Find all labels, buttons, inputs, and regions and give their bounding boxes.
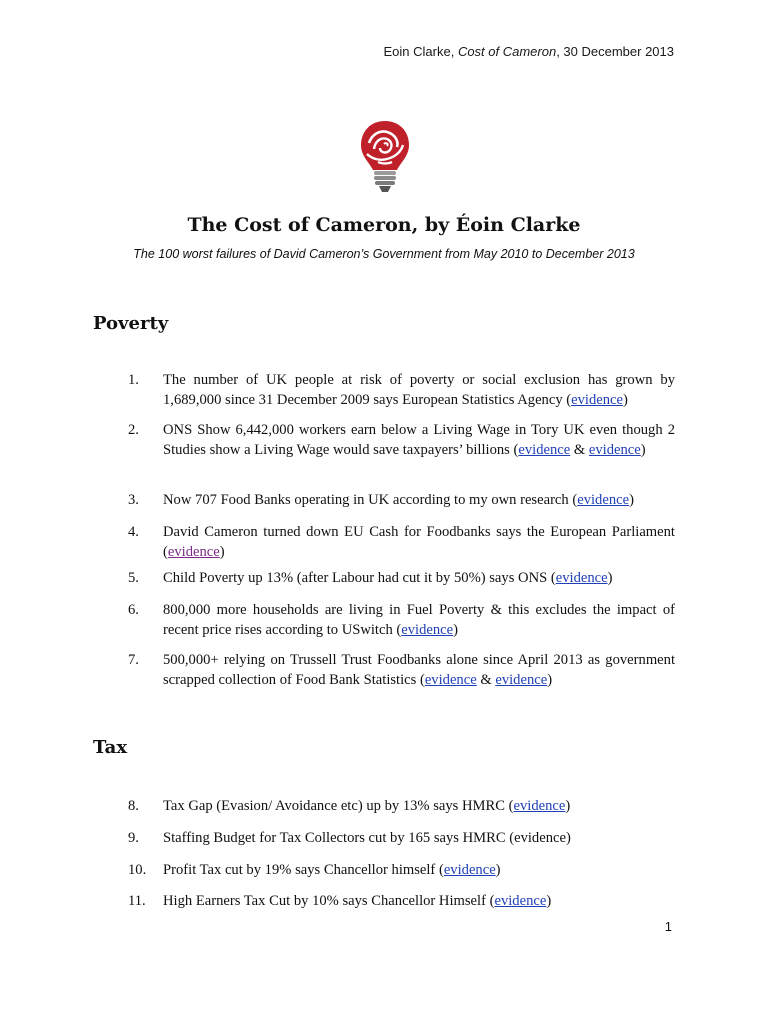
item-text: The number of UK people at risk of poverty or social exclusion has grown by 1,689,000 since 31 December 2009 says European Statistics Agency (evidence) <box>163 372 675 408</box>
item-text: Tax Gap (Evasion/ Avoidance etc) up by 13% says HMRC (evidence) <box>163 798 571 814</box>
running-header <box>384 44 675 59</box>
list-item <box>128 650 675 690</box>
list-item <box>128 828 675 848</box>
evidence-link[interactable]: evidence <box>494 893 547 909</box>
item-text: David Cameron turned down EU Cash for Foodbanks says the European Parliament (evidence) <box>163 524 675 560</box>
item-number: 9. <box>128 830 139 846</box>
section-heading-tax: Tax <box>93 737 128 758</box>
evidence-link[interactable]: evidence <box>555 570 608 586</box>
evidence-link[interactable]: evidence <box>167 544 220 560</box>
rose-lightbulb-logo-icon <box>356 118 414 196</box>
list-item <box>128 600 675 640</box>
item-number: 8. <box>128 798 139 814</box>
list-item <box>128 568 675 588</box>
evidence-link[interactable]: evidence <box>513 798 566 814</box>
item-number: 5. <box>128 570 139 586</box>
item-number: 11. <box>128 893 146 909</box>
evidence-link[interactable]: evidence <box>424 672 477 688</box>
document-subtitle: The 100 worst failures of David Cameron’s Government from May 2010 to December 2013 <box>133 247 635 261</box>
item-number: 10. <box>128 862 147 878</box>
item-text: High Earners Tax Cut by 10% says Chancellor Himself (evidence) <box>163 893 552 909</box>
item-text: Child Poverty up 13% (after Labour had cut it by 50%) says ONS (evidence) <box>163 570 613 586</box>
item-number: 2. <box>128 422 139 438</box>
item-number: 4. <box>128 524 139 540</box>
evidence-link[interactable]: evidence <box>571 392 623 408</box>
item-text: Now 707 Food Banks operating in UK according to my own research (evidence) <box>163 492 634 508</box>
document-title: The Cost of Cameron, by Éoin Clarke <box>187 214 581 236</box>
list-item <box>128 490 675 510</box>
item-number: 1. <box>128 372 139 388</box>
item-number: 3. <box>128 492 139 508</box>
item-text: 800,000 more households are living in Fuel Poverty & this excludes the impact of recent price rises according to USwitch (evidence) <box>163 602 675 638</box>
list-item <box>128 891 675 911</box>
evidence-link[interactable]: evidence <box>401 622 454 638</box>
evidence-link[interactable]: evidence <box>588 442 641 458</box>
evidence-link[interactable]: evidence <box>495 672 548 688</box>
list-item <box>128 370 675 410</box>
header-work-title: Cost of Cameron <box>457 44 557 59</box>
list-item <box>128 860 675 880</box>
item-number: 7. <box>128 652 139 668</box>
evidence-link[interactable]: evidence <box>577 492 630 508</box>
page-number: 1 <box>664 919 672 934</box>
item-text: Staffing Budget for Tax Collectors cut by 165 says HMRC (evidence) <box>163 830 571 846</box>
evidence-link[interactable]: evidence <box>518 442 571 458</box>
section-heading-poverty: Poverty <box>93 313 169 334</box>
list-item <box>128 420 675 460</box>
header-date: , 30 December 2013 <box>556 44 674 59</box>
item-number: 6. <box>128 602 139 618</box>
list-item <box>128 522 675 562</box>
item-text: Profit Tax cut by 19% says Chancellor himself (evidence) <box>163 862 501 878</box>
item-text: 500,000+ relying on Trussell Trust Foodbanks alone since April 2013 as government scrapped collection of Food Bank Statistics (evidence & evidence) <box>163 652 675 688</box>
item-text: ONS Show 6,442,000 workers earn below a Living Wage in Tory UK even though 2 Studies show a Living Wage would save taxpayers’ billions (evidence & evidence) <box>163 422 675 458</box>
evidence-link[interactable]: evidence <box>443 862 496 878</box>
list-item <box>128 796 675 816</box>
header-author: Eoin Clarke, <box>383 44 455 59</box>
